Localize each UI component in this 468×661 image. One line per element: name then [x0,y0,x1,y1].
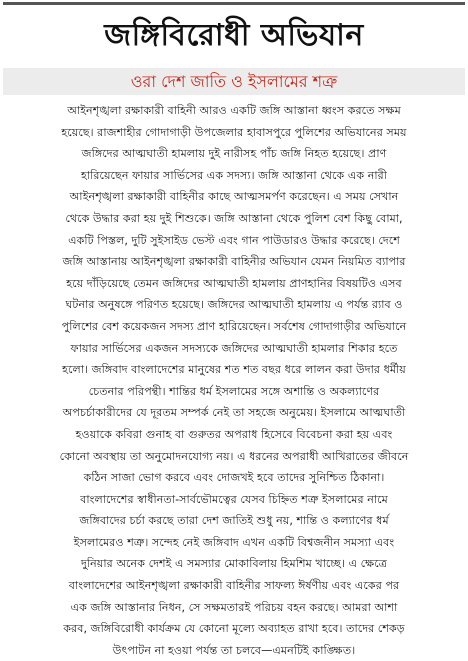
article-line: জঙ্গি আস্তানায় আইনশৃঙ্খলা রক্ষাকারী বাহিনীর অভিযান যেমন নিয়মিত ব্যাপার [62,255,406,269]
top-rule [3,2,465,5]
article-line: ফায়ার সার্ভিসের একজন সদস্যকে জঙ্গিদের আত্মঘাতী হামলার শিকার হতে [70,341,398,355]
article-line: এক জঙ্গি আস্তানার নিধন, সে সক্ষমতারই পরিচয় বহন করছে। আমরা আশা [70,600,398,614]
headline: জঙ্গিবিরোধী অভিযান [104,18,364,53]
article-line: হয়েছে। রাজশাহীর গোদাগাড়ী উপজেলার হাবাসপুরে পুলিশের অভিযানের সময় [61,125,407,139]
subheadline: ওরা দেশ জাতি ও ইসলামের শত্রু [130,72,338,91]
article-line: একটি পিস্তল, দুটি সুইসাইড ভেস্ট এবং গান পাউডারও উদ্ধার করেছে। দেশে [68,233,400,247]
article-line: চেতনার পরিপন্থী। শান্তির ধর্ম ইসলামের সঙ্গে অশান্তি ও অকল্যাণের [88,384,380,398]
article-line: কোনো অবস্থায় তা অনুমোদনযোগ্য নয়। এ ধরনের অপরাধী আখিরাতের জীবনে [59,449,409,463]
article-line: ঘটনার অনুষঙ্গে পরিণত হয়েছে। জঙ্গিদের আত্মঘাতী হামলায় এ পর্যন্ত র‌্যাব ও [65,298,403,312]
article-line: জঙ্গিদের আত্মঘাতী হামলায় দুই নারীসহ পাঁচ জঙ্গি নিহত হয়েছে। প্রাণ [81,147,387,161]
article-line: কঠিন সাজা ভোগ করবে এবং দোজখই হবে তাদের সুনিশ্চিত ঠিকানা। [83,471,385,485]
article-line: জঙ্গিবাদের চর্চা করছে তারা দেশ জাতিই শুধু নয়, শান্তি ও কল্যাণের ধর্ম [79,514,389,528]
article-line: বাংলাদেশের আইনশৃঙ্খলা রক্ষাকারী বাহিনীর সাফল্য ঈর্ষণীয় এবং একের পর [68,579,400,593]
article-line: ইসলামেরও শত্রু। সন্দেহ নেই জঙ্গিবাদ এখন একটি বিশ্বজনীন সমস্যা এবং [73,535,395,549]
article-line: দুনিয়ার অনেক দেশই এ সমস্যার মোকাবিলায় হিমশিম খাচ্ছে। এ ক্ষেত্রে [81,557,387,571]
article-body [5,100,463,661]
article-line: হলো। জঙ্গিবাদ বাংলাদেশের মানুষের শত শত বছর ধরে লালন করা উদার ধর্মীয় [62,363,406,377]
article-line: করব, জঙ্গিবিরোধী কার্যক্রম যে কোনো মূল্যে অব্যাহত রাখা হবে। তাদের শেকড় [63,622,405,636]
article-line: উৎপাটন না হওয়া পর্যন্ত তা চলবে—এমনটিই কাঙ্ক্ষিত। [112,643,356,657]
article-line: থেকে উদ্ধার করা হয় দুই শিশুকে। জঙ্গি আস্তানা থেকে পুলিশ বেশ কিছু বোমা, [65,211,403,225]
article-line: আইনশৃঙ্খলা রক্ষাকারী বাহিনীর কাছে আত্মসমর্পণ করেছেন। এ সময় সেখান [69,190,399,204]
article-line: পুলিশের বেশ কয়েকজন সদস্য প্রাণ হারিয়েছেন। সর্বশেষ গোদাগাড়ীর অভিযানে [61,319,407,333]
article-line: অপচর্চাকারীদের যে দূরতম সম্পর্ক নেই তা সহজে অনুমেয়। ইসলামে আত্মঘাতী [62,406,406,420]
article-line: আইনশৃঙ্খলা রক্ষাকারী বাহিনী আরও একটি জঙ্গি আস্তানা ধ্বংস করতে সক্ষম [67,104,401,117]
article-line: হওয়াকে কবিরা গুনাহ বা গুরুতর অপরাধ হিসেবে বিবেচনা করা হয় এবং [75,427,393,441]
article-line: বাংলাদেশের স্বাধীনতা-সার্বভৌমত্বের যেসব চিহ্নিত শত্রু ইসলামের নামে [80,492,388,506]
article-line: হয়ে দাঁড়িয়েছে তেমন জঙ্গিদের আত্মঘাতী হামলায় প্রাণহানির বিষয়টিও এসব [66,276,402,290]
article-line: হারিয়েছেন ফায়ার সার্ভিসের এক সদস্য। জঙ্গি আস্তানা থেকে এক নারী [81,168,387,182]
